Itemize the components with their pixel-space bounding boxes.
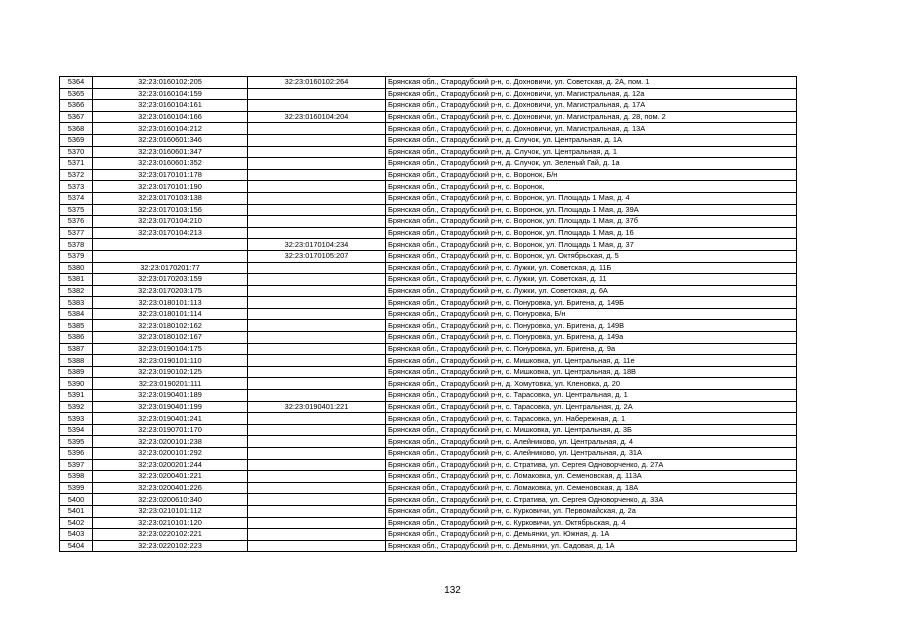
second-cadastral-number-cell [248,146,386,158]
address-cell: Брянская обл., Стародубский р-н, с. Понуровка, ул. Бригена, д. 149Б [386,297,797,309]
row-number-cell: 5365 [60,88,93,100]
second-cadastral-number-cell: 32:23:0160104:204 [248,111,386,123]
cadastral-number-cell: 32:23:0200610:340 [93,494,248,506]
row-number-cell: 5400 [60,494,93,506]
second-cadastral-number-cell [248,332,386,344]
row-number-cell: 5379 [60,250,93,262]
cadastral-number-cell: 32:23:0160601:347 [93,146,248,158]
cadastral-number-cell: 32:23:0190401:199 [93,401,248,413]
second-cadastral-number-cell [248,540,386,552]
table-row [60,482,797,494]
second-cadastral-number-cell [248,308,386,320]
address-cell: Брянская обл., Стародубский р-н, с. Лужки, ул. Советская, д. 11Б [386,262,797,274]
address-cell: Брянская обл., Стародубский р-н, д. Случок, ул. Центральная, д. 1 [386,146,797,158]
table-row [60,274,797,286]
table-row [60,308,797,320]
address-cell: Брянская обл., Стародубский р-н, с. Стратива, ул. Сергея Одноворченко, д. 33А [386,494,797,506]
row-number-cell: 5404 [60,540,93,552]
cadastral-number-cell: 32:23:0160102:205 [93,77,248,89]
address-cell: Брянская обл., Стародубский р-н, с. Дохновичи, ул. Советская, д. 2А, пом. 1 [386,77,797,89]
address-cell: Брянская обл., Стародубский р-н, с. Мишковка, ул. Центральная, д. 3Б [386,424,797,436]
address-cell: Брянская обл., Стародубский р-н, с. Демьянки, ул. Южная, д. 1А [386,529,797,541]
table-row [60,320,797,332]
second-cadastral-number-cell [248,517,386,529]
second-cadastral-number-cell [248,262,386,274]
second-cadastral-number-cell [248,378,386,390]
second-cadastral-number-cell [248,505,386,517]
cadastral-number-cell: 32:23:0220102:223 [93,540,248,552]
property-registry-table [59,76,797,552]
address-cell: Брянская обл., Стародубский р-н, с. Дохновичи, ул. Магистральная, д. 13А [386,123,797,135]
cadastral-number-cell: 32:23:0170104:213 [93,227,248,239]
table-row [60,204,797,216]
address-cell: Брянская обл., Стародубский р-н, с. Ломаковка, ул. Семеновская, д. 113А [386,471,797,483]
address-cell: Брянская обл., Стародубский р-н, с. Мишковка, ул. Центральная, д. 18В [386,366,797,378]
table-row [60,517,797,529]
row-number-cell: 5382 [60,285,93,297]
address-cell: Брянская обл., Стародубский р-н, с. Тарасовка, ул. Набережная, д. 1 [386,413,797,425]
address-cell: Брянская обл., Стародубский р-н, с. Дохновичи, ул. Магистральная, д. 12а [386,88,797,100]
address-cell: Брянская обл., Стародубский р-н, с. Курковичи, ул. Первомайская, д. 2а [386,505,797,517]
address-cell: Брянская обл., Стародубский р-н, с. Воронок, Б/н [386,169,797,181]
second-cadastral-number-cell [248,343,386,355]
second-cadastral-number-cell [248,123,386,135]
second-cadastral-number-cell [248,459,386,471]
second-cadastral-number-cell [248,192,386,204]
row-number-cell: 5390 [60,378,93,390]
table-row [60,158,797,170]
address-cell: Брянская обл., Стародубский р-н, с. Воронок, ул. Площадь 1 Мая, д. 37б [386,216,797,228]
address-cell: Брянская обл., Стародубский р-н, д. Случок, ул. Зеленый Гай, д. 1а [386,158,797,170]
address-cell: Брянская обл., Стародубский р-н, с. Тарасовка, ул. Центральная, д. 1 [386,390,797,402]
row-number-cell: 5396 [60,448,93,460]
cadastral-number-cell: 32:23:0170101:190 [93,181,248,193]
cadastral-number-cell: 32:23:0170104:210 [93,216,248,228]
row-number-cell: 5397 [60,459,93,471]
address-cell: Брянская обл., Стародубский р-н, с. Воронок, ул. Площадь 1 Мая, д. 39А [386,204,797,216]
cadastral-number-cell: 32:23:0160104:159 [93,88,248,100]
second-cadastral-number-cell: 32:23:0190401:221 [248,401,386,413]
cadastral-number-cell: 32:23:0170201:77 [93,262,248,274]
row-number-cell: 5378 [60,239,93,251]
row-number-cell: 5398 [60,471,93,483]
address-cell: Брянская обл., Стародубский р-н, с. Ломаковка, ул. Семеновская, д. 18А [386,482,797,494]
second-cadastral-number-cell [248,134,386,146]
row-number-cell: 5371 [60,158,93,170]
second-cadastral-number-cell [248,100,386,112]
registry-table-body [60,77,797,552]
cadastral-number-cell: 32:23:0210101:120 [93,517,248,529]
table-row [60,123,797,135]
cadastral-number-cell: 32:23:0170203:159 [93,274,248,286]
page-number: 132 [444,585,461,596]
second-cadastral-number-cell [248,424,386,436]
cadastral-number-cell: 32:23:0190701:170 [93,424,248,436]
cadastral-number-cell: 32:23:0160104:166 [93,111,248,123]
row-number-cell: 5402 [60,517,93,529]
table-row [60,378,797,390]
cadastral-number-cell: 32:23:0170101:178 [93,169,248,181]
row-number-cell: 5394 [60,424,93,436]
row-number-cell: 5391 [60,390,93,402]
table-row [60,401,797,413]
second-cadastral-number-cell [248,88,386,100]
second-cadastral-number-cell: 32:23:0160102:264 [248,77,386,89]
table-row [60,390,797,402]
table-row [60,529,797,541]
row-number-cell: 5367 [60,111,93,123]
table-row [60,471,797,483]
row-number-cell: 5380 [60,262,93,274]
cadastral-number-cell: 32:23:0190102:125 [93,366,248,378]
second-cadastral-number-cell [248,366,386,378]
address-cell: Брянская обл., Стародубский р-н, с. Воронок, ул. Октябрьская, д. 5 [386,250,797,262]
address-cell: Брянская обл., Стародубский р-н, с. Дохновичи, ул. Магистральная, д. 28, пом. 2 [386,111,797,123]
address-cell: Брянская обл., Стародубский р-н, с. Алейниково, ул. Центральная, д. 4 [386,436,797,448]
table-row [60,134,797,146]
cadastral-number-cell: 32:23:0200401:221 [93,471,248,483]
row-number-cell: 5372 [60,169,93,181]
table-row [60,424,797,436]
row-number-cell: 5376 [60,216,93,228]
second-cadastral-number-cell [248,285,386,297]
table-row [60,540,797,552]
address-cell: Брянская обл., Стародубский р-н, с. Демьянки, ул. Садовая, д. 1А [386,540,797,552]
second-cadastral-number-cell [248,169,386,181]
table-row [60,169,797,181]
row-number-cell: 5389 [60,366,93,378]
cadastral-number-cell [93,239,248,251]
cadastral-number-cell: 32:23:0160104:161 [93,100,248,112]
table-row [60,332,797,344]
address-cell: Брянская обл., Стародубский р-н, с. Дохновичи, ул. Магистральная, д. 17А [386,100,797,112]
cadastral-number-cell: 32:23:0200101:292 [93,448,248,460]
table-row [60,192,797,204]
address-cell: Брянская обл., Стародубский р-н, с. Воронок, [386,181,797,193]
row-number-cell: 5395 [60,436,93,448]
address-cell: Брянская обл., Стародубский р-н, с. Курковичи, ул. Октябрьская, д. 4 [386,517,797,529]
table-row [60,355,797,367]
second-cadastral-number-cell [248,494,386,506]
address-cell: Брянская обл., Стародубский р-н, с. Воронок, ул. Площадь 1 Мая, д. 16 [386,227,797,239]
second-cadastral-number-cell: 32:23:0170104:234 [248,239,386,251]
address-cell: Брянская обл., Стародубский р-н, с. Мишковка, ул. Центральная, д. 11е [386,355,797,367]
row-number-cell: 5369 [60,134,93,146]
second-cadastral-number-cell [248,320,386,332]
second-cadastral-number-cell [248,204,386,216]
second-cadastral-number-cell [248,355,386,367]
row-number-cell: 5364 [60,77,93,89]
table-row [60,297,797,309]
table-row [60,436,797,448]
table-row [60,88,797,100]
second-cadastral-number-cell [248,158,386,170]
row-number-cell: 5374 [60,192,93,204]
second-cadastral-number-cell [248,448,386,460]
table-row [60,100,797,112]
cadastral-number-cell [93,250,248,262]
second-cadastral-number-cell [248,227,386,239]
cadastral-number-cell: 32:23:0170103:138 [93,192,248,204]
cadastral-number-cell: 32:23:0170203:175 [93,285,248,297]
table-row [60,366,797,378]
address-cell: Брянская обл., Стародубский р-н, с. Понуровка, ул. Бригена, д. 149а [386,332,797,344]
table-row [60,494,797,506]
cadastral-number-cell: 32:23:0180102:162 [93,320,248,332]
table-row [60,227,797,239]
row-number-cell: 5368 [60,123,93,135]
second-cadastral-number-cell [248,482,386,494]
row-number-cell: 5403 [60,529,93,541]
second-cadastral-number-cell [248,390,386,402]
row-number-cell: 5375 [60,204,93,216]
second-cadastral-number-cell: 32:23:0170105:207 [248,250,386,262]
cadastral-number-cell: 32:23:0190101:110 [93,355,248,367]
cadastral-number-cell: 32:23:0190401:189 [93,390,248,402]
address-cell: Брянская обл., Стародубский р-н, с. Понуровка, ул. Бригена, д. 9а [386,343,797,355]
table-row [60,505,797,517]
cadastral-number-cell: 32:23:0190401:241 [93,413,248,425]
row-number-cell: 5383 [60,297,93,309]
table-row [60,448,797,460]
second-cadastral-number-cell [248,436,386,448]
table-row [60,111,797,123]
address-cell: Брянская обл., Стародубский р-н, с. Лужки, ул. Советская, д. 11 [386,274,797,286]
row-number-cell: 5388 [60,355,93,367]
table-row [60,216,797,228]
address-cell: Брянская обл., Стародубский р-н, с. Стратива, ул. Сергея Одноворченко, д. 27А [386,459,797,471]
cadastral-number-cell: 32:23:0180101:113 [93,297,248,309]
row-number-cell: 5393 [60,413,93,425]
cadastral-number-cell: 32:23:0220102:221 [93,529,248,541]
cadastral-number-cell: 32:23:0210101:112 [93,505,248,517]
cadastral-number-cell: 32:23:0160104:212 [93,123,248,135]
address-cell: Брянская обл., Стародубский р-н, с. Понуровка, Б/н [386,308,797,320]
second-cadastral-number-cell [248,297,386,309]
address-cell: Брянская обл., Стародубский р-н, с. Понуровка, ул. Бригена, д. 149В [386,320,797,332]
row-number-cell: 5366 [60,100,93,112]
table-row [60,285,797,297]
table-row [60,77,797,89]
row-number-cell: 5373 [60,181,93,193]
second-cadastral-number-cell [248,413,386,425]
table-row [60,262,797,274]
row-number-cell: 5386 [60,332,93,344]
address-cell: Брянская обл., Стародубский р-н, с. Воронок, ул. Площадь 1 Мая, д. 4 [386,192,797,204]
row-number-cell: 5377 [60,227,93,239]
cadastral-number-cell: 32:23:0180102:167 [93,332,248,344]
cadastral-number-cell: 32:23:0200201:244 [93,459,248,471]
row-number-cell: 5387 [60,343,93,355]
table-row [60,239,797,251]
cadastral-number-cell: 32:23:0200101:238 [93,436,248,448]
address-cell: Брянская обл., Стародубский р-н, д. Случок, ул. Центральная, д. 1А [386,134,797,146]
cadastral-number-cell: 32:23:0190201:111 [93,378,248,390]
cadastral-number-cell: 32:23:0160601:352 [93,158,248,170]
address-cell: Брянская обл., Стародубский р-н, с. Тарасовка, ул. Центральная, д. 2А [386,401,797,413]
cadastral-number-cell: 32:23:0200401:226 [93,482,248,494]
cadastral-number-cell: 32:23:0170103:156 [93,204,248,216]
row-number-cell: 5370 [60,146,93,158]
table-row [60,343,797,355]
address-cell: Брянская обл., Стародубский р-н, с. Лужки, ул. Советская, д. 6А [386,285,797,297]
address-cell: Брянская обл., Стародубский р-н, с. Воронок, ул. Площадь 1 Мая, д. 37 [386,239,797,251]
row-number-cell: 5385 [60,320,93,332]
second-cadastral-number-cell [248,529,386,541]
table-row [60,146,797,158]
cadastral-number-cell: 32:23:0190104:175 [93,343,248,355]
table-row [60,181,797,193]
address-cell: Брянская обл., Стародубский р-н, д. Хомутовка, ул. Кленовка, д. 20 [386,378,797,390]
row-number-cell: 5384 [60,308,93,320]
second-cadastral-number-cell [248,471,386,483]
row-number-cell: 5381 [60,274,93,286]
table-row [60,250,797,262]
row-number-cell: 5401 [60,505,93,517]
address-cell: Брянская обл., Стародубский р-н, с. Алейниково, ул. Центральная, д. 31А [386,448,797,460]
table-row [60,413,797,425]
table-row [60,459,797,471]
cadastral-number-cell: 32:23:0180101:114 [93,308,248,320]
row-number-cell: 5399 [60,482,93,494]
row-number-cell: 5392 [60,401,93,413]
second-cadastral-number-cell [248,181,386,193]
second-cadastral-number-cell [248,216,386,228]
cadastral-number-cell: 32:23:0160601:346 [93,134,248,146]
second-cadastral-number-cell [248,274,386,286]
